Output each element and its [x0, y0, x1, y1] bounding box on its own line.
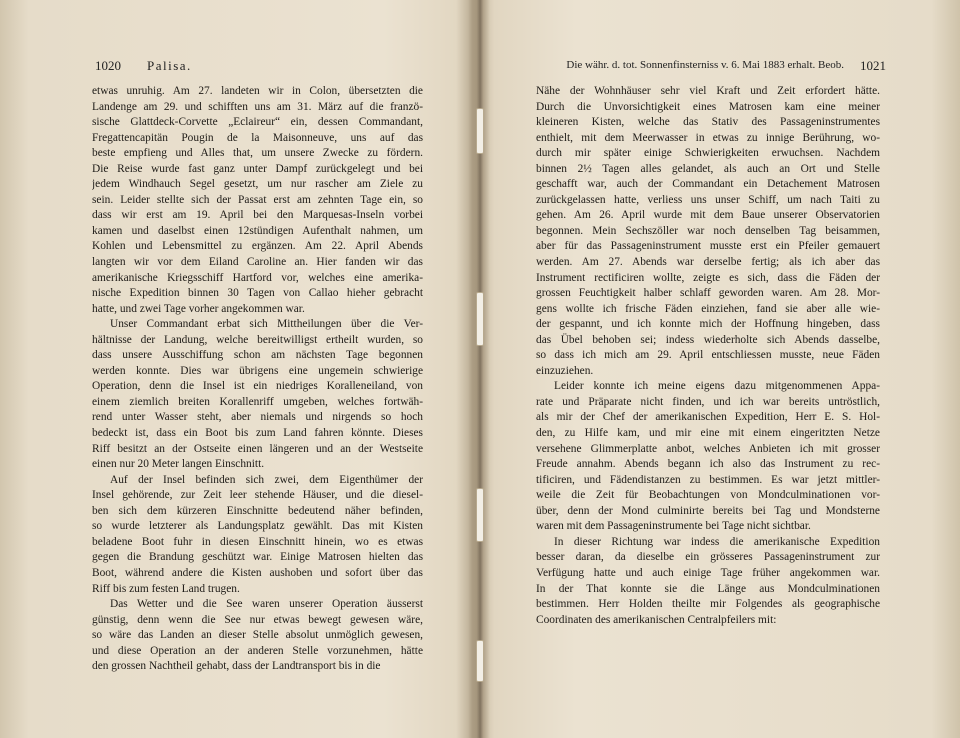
text-line: Riff bis zum festen Land trugen. [92, 582, 240, 595]
text-line: werden konnte. Dies war übrigens eine ungemein schwierige [92, 364, 423, 377]
text-line: gehen. Am 26. April wurde mit dem Baue unserer Observatorien [536, 209, 880, 222]
text-line: Freude annahm. Abends begann ich also das Instrument zu rec- [536, 458, 880, 471]
text-line: über, denn der Mond culminirte bereits bei Tag und Mondsterne [536, 504, 880, 517]
text-line: so wurde letzterer als Landungsplatz gewählt. Das mit Kisten [92, 520, 423, 533]
right-page [482, 0, 960, 738]
text-line: als mir der Chef der amerikanischen Expedition, Herr E. S. Hol- [536, 411, 880, 424]
text-line: aber für das Passageninstrument musste erst ein Pfeiler gemauert [536, 240, 880, 253]
text-line: versehene Glimmerplatte anbot, welches Anbieten ich mit grosser [536, 442, 880, 455]
text-line: nische Expedition binnen 30 Tagen von Callao hieher gebracht [92, 287, 423, 300]
text-line: amerikanische Kriegsschiff Hartford vor, welches eine amerika- [92, 271, 423, 284]
text-line: geschafft war, auch der Commandant ein Detachement Matrosen [536, 178, 880, 191]
text-line: Auf der Insel befinden sich zwei, dem Eigenthümer der [110, 473, 423, 486]
text-line: Das Wetter und die See waren unserer Operation äusserst [110, 598, 423, 611]
text-line: grossen Feuchtigkeit halber schlaff geworden waren. Am 28. Mor- [536, 287, 880, 300]
text-line: kamen und daselbst einen 12stündigen Aufenthalt nahmen, um [92, 224, 423, 237]
text-line: bestimmen. Herr Holden theilte mir Folgendes als geographische [536, 598, 880, 611]
text-line: den grossen Nachtheil gehabt, dass der Landtransport bis in die [92, 660, 381, 673]
text-line: begonnen. Mein Sechszöller war noch denselben Tag beisammen, [536, 224, 880, 237]
text-line: gens wollte ich frische Fäden einziehen, fand sie aber alle wie- [536, 302, 880, 315]
right-page-number: 1021 [860, 58, 886, 73]
left-body-text [92, 84, 423, 675]
text-line: ben sich dem kürzeren Einschnitte bedeutend näher befinden, [92, 504, 423, 517]
text-line: Verfügung hatte und auch einige Tage früher angekommen war. [536, 566, 880, 579]
text-line: sische Glattdeck-Corvette „Eclaireur“ ein, dessen Commandant, [92, 116, 423, 129]
text-line: weile die Zeit für Beobachtungen von Mondculminationen vor- [536, 489, 880, 502]
text-line: Die Reise wurde fast ganz unter Dampf zurückgelegt und bei [92, 162, 423, 175]
text-line: Operation, denn die Insel ist ein niedriges Koralleneiland, von [92, 380, 423, 393]
text-line: jedem Windhauch Segel gesetzt, um nur rascher am Ziele zu [92, 178, 423, 191]
text-line: und diese Operation an der anderen Stelle vorzunehmen, hätte [92, 644, 423, 657]
text-line: Coordinaten des amerikanischen Centralpfeilers mit: [536, 613, 777, 626]
text-line: dass unsere Ausschiffung schon am nächsten Tage begonnen [92, 349, 423, 362]
text-line: beste empfieng und Alles that, um unsere Zwecke zu fördern. [92, 147, 423, 160]
text-line: bedeckt ist, dass ein Boot bis zum Land fahren könnte. Dieses [92, 427, 423, 440]
text-line: rate und Präparate nicht finden, und ich war bereits untröstlich, [536, 395, 880, 408]
text-line: Landenge am 29. und schifften uns am 31. März auf die franzö- [92, 100, 423, 113]
text-line: sein. Leider stellte sich der Passat erst am zehnten Tage ein, so [92, 193, 423, 206]
text-line: langten wir vor dem Eiland Caroline an. Hier fanden wir das [92, 256, 423, 269]
text-line: gegen die Brandung geschützt war. Einige Matrosen hielten das [92, 551, 423, 564]
text-line: werden. Am 27. Abends war derselbe fertig; als ich aber das [536, 256, 880, 269]
text-line: beladene Boot fuhr in diesen Einschnitt hinein, wo es etwas [92, 535, 423, 548]
text-line: Leider konnte ich meine eigens dazu mitgenommenen Appa- [554, 380, 880, 393]
text-line: günstig, denn wenn die See nur etwas bewegt gewesen wäre, [92, 613, 423, 626]
text-line: kleineren Kisten, welche das Stativ des Passageninstrumentes [536, 116, 880, 129]
text-line: waren mit dem Passageninstrumente bei Tage nicht sichtbar. [536, 520, 811, 533]
text-line: hatte, und zwei Tage vorher angekommen war. [92, 302, 305, 315]
text-line: In der That konnte sie die Länge aus Mondculminationen [536, 582, 880, 595]
text-line: Nähe der Wohnhäuser sehr viel Kraft und Zeit erfordert hätte. [536, 85, 880, 97]
left-running-head: Palisa. [147, 58, 192, 73]
left-page [0, 0, 478, 738]
text-line: einem ziemlich breiten Korallenriff umgeben, welches fortwäh- [92, 395, 423, 408]
text-line: der gespannt, und ich konnte mich der Hoffnung hingeben, dass [536, 318, 880, 331]
text-line: Fregattencapitän Pougin de la Maisonneuve, uns auf das [92, 131, 423, 144]
text-line: einzuziehen. [536, 364, 594, 377]
text-line: so wäre das Landen an dieser Stelle absolut unmöglich gewesen, [92, 629, 423, 642]
text-line: In dieser Richtung war indess die amerikanische Expedition [554, 535, 880, 548]
text-line: enthielt, mit dem Meerwasser in etwas zu innige Berührung, wo- [536, 131, 880, 144]
text-line: Insel gehörende, zur Zeit leer stehende Häuser, und die diesel- [92, 489, 423, 502]
right-body-text [536, 84, 880, 628]
text-line: dass wir erst am 19. April bei den Marquesas-Inseln vorbei [92, 209, 423, 222]
text-line: Riff besitzt an der Ostseite einen längeren und an der Westseite [92, 442, 423, 455]
text-line: Instrument rectificiren wollte, zeigte es sich, dass die Fäden der [536, 271, 880, 284]
text-line: rend unter Wasser steht, aber niemals und nirgends so hoch [92, 411, 423, 424]
text-line: zurückgelassen hatte, verliess uns unser Schiff, um nach Taiti zu [536, 193, 880, 206]
text-line: binnen 2½ Tagen alles gelandet, als auch an Ort und Stelle [536, 162, 880, 175]
text-line: besser daran, da dieselbe ein grösseres Passageninstrument zur [536, 551, 880, 564]
text-line: hältnisse der Landung, welche bereitwilligst ertheilt wurden, so [92, 333, 423, 346]
right-running-head: Die währ. d. tot. Sonnenfinsterniss v. 6. Mai 1883 erhalt. Beob. [566, 59, 844, 71]
text-line: etwas unruhig. Am 27. landeten wir in Colon, übersetzten die [92, 85, 423, 97]
text-line: so dass ich mich am 29. April entschliessen musste, neue Fäden [536, 349, 880, 362]
text-line: einen nur 20 Meter langen Einschnitt. [92, 458, 265, 471]
text-line: das Übel behoben sei; indess wiederholte sich Abends dasselbe, [536, 333, 880, 346]
text-line: Unser Commandant erbat sich Mittheilungen über die Ver- [110, 318, 423, 331]
text-line: den, zu Hilfe kam, und mir eine mit einem eingeritzten Netze [536, 427, 880, 440]
text-line: Boot, während andere die Kisten aushoben und sofort über das [92, 566, 423, 579]
left-page-number: 1020 [95, 58, 121, 73]
text-line: Kohlen und Lebensmittel zu ergänzen. Am 22. April Abends [92, 240, 423, 253]
text-line: Durch die Unvorsichtigkeit eines Matrosen kam eine meiner [536, 100, 880, 113]
text-line: durch mir später einige Schwierigkeiten erwuchsen. Nachdem [536, 147, 880, 160]
text-line: tificiren, und Fädendistanzen zu bestimmen. Es war jetzt mittler- [536, 473, 880, 486]
